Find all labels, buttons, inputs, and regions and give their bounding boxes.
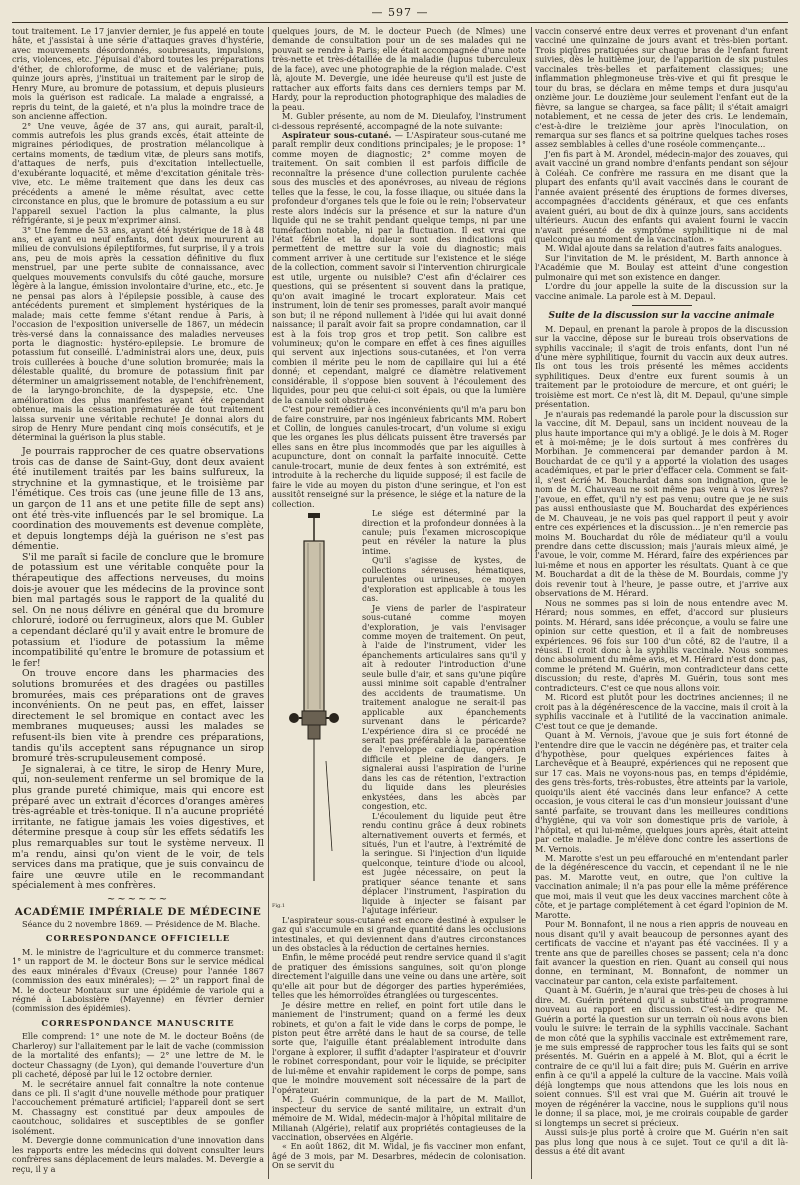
paragraph: L'écoulement du liquide peut être rendu continu grâce à deux robinets alternativement ouverts et fermés, et situés, l'un et l'autre, à l'extrémité de la seringue. Si l'injection d'un liquide quelconque, teinture d'iode ou alcool, est jugée nécessaire, on peut la pratiquer séance tenante et sans déplacer l'instrument, l'aspiration du liquide à injecter se faisant par l'ajutage inférieur. <box>362 810 526 916</box>
paragraph: tout traitement. Le 17 janvier dernier, je fus appelé en toute hâte, et j'assistai à une série d'attaques graves d'hystérie, avec mouvements désordonnés, soubresauts, impulsions, cris, violences, etc. J'épuisai d'abord toutes les préparations d'éther, de chloroforme, de musc et de valériane; puis, quinze jours après, j'instituai un traitement par le sirop de Henry Mure, au bromure de potassium, et depuis plusieurs mois la guérison est radicale. La malade a engraissé, a repris du teint, de la gaieté, et n'a plus la moindre trace de son ancienne affection. <box>12 27 264 122</box>
paragraph: 3° Une femme de 53 ans, ayant été hystérique de 18 à 48 ans, et ayant eu neuf enfants, dont deux moururent au milieu de convulsions épileptiformes, fut surprise, il y a trois ans, peu de mois après la cessation définitive du flux menstruel, par une perte subite de connaissance, avec quelques mouvements convulsifs du côté gauche, morsure légère à la langue, émission involontaire d'urine, etc., etc. Je ne pensai pas alors à l'épilepsie possible, à cause des antécédents purement et simplement hystériques de la malade; mais cette femme s'étant rendue à Paris, à l'occasion de l'exposition universelle de 1867, un médecin très-versé dans la connaissance des maladies nerveuses porta le diagnostic: hystéro-epilepsie. Le bromure de potassium fut conseillé. L'administrai alors une, deux, puis trois cuillerées à bouche d'une solution bromurée; mais la délestable qualité, du bromure de potassium finit par déterminer un amaigrissement notable, de l'enchifrènement, de la laryngo-bronchite, de la dyspepsie, etc. Une amélioration des plus manifestes ayant été cependant obtenue, mais la cessation prématurée de tout traitement laissa survenir une véritable rechute! Je donnai alors du sirop de Henry Mure pendant cinq mois consécutifs, et je déterminai la guérison la plus stable. <box>12 224 264 443</box>
subsection-title: Suite de la discussion sur la vaccine animale <box>548 311 775 322</box>
piston-cap <box>308 513 320 518</box>
paragraph: Quant à M. Vernois, j'avoue que je suis fort étonné de l'entendre dire que le vaccin ne dégénère pas, et traiter cela d'hypothèse, pour quelques expériences faites à Larchevêque et à Beaupré, expériences qui ne reposent que sur 17 cas. Mais ne voyons-nous pas, en temps d'épidémie, des gens très-forts, très-robustes, être atteints par la variole, quoiqu'ils aient été vaccinés dans leur enfance? A cette occasion, je vous citerai le cas d'un monsieur jouissant d'une santé parfaite, se trouvant dans les meilleures conditions d'hygiène, qui va voir son domestique pris de variole, à l'hôpital, et qui lui-même, quelques jours après, était atteint par cette maladie. Je m'élève donc contre les assertions de M. Vernois. <box>535 730 788 854</box>
aspirateur-title: Aspirateur sous-cutané. <box>282 129 392 140</box>
stopcock-right <box>329 713 339 723</box>
paragraph: Pour M. Bonnafont, il ne nous a rien appris de nouveau en nous disant qu'il y avait beaucoup de personnes ayant des certificats de vaccine et n'ayant pas été vaccinées. Il y a trente ans que de pareilles choses se passent; cela n'a donc fait avancer la question en rien. Quant au conseil qui nous donne, en terminant, M. Bonnafont, de nommer un vaccinateur par canton, cela existe parfaitement. <box>535 919 788 986</box>
paragraph: Elle comprend: 1° une note de M. le docteur Boëns (de Charleroy) sur l'allaitement par le lait de vache (commission de la mortalité des enfants); — 2° une lettre de M. le docteur Chassagny (de Lyon), qui demande l'ouverture d'un pli cacheté, déposé par lui le 12 octobre dernier. <box>12 1031 264 1080</box>
column-1 <box>12 27 264 1179</box>
paragraph: S'il me paraît si facile de conclure que le bromure de potassium est une véritable conquête pour la thérapeutique des affections nerveuses, du moins dois-je avouer que les médecins de la province sont bien mal partagés sous le rapport de la qualité du sel. On ne nous délivre en général que du bromure chloruré, iodoré ou ferrugineux, alors que M. Gubler a cependant déclaré qu'il y avait entre le bromure de potassium et l'iodure de potassium la même incompatibilité qu'entre le bromure de potassium et le fer! <box>12 551 264 669</box>
paragraph: M. J. Guérin communique, de la part de M. Maillot, inspecteur du service de santé militaire, un extrait d'un mémoire de M. Widal, médecin-major à l'hôpital militaire de Milianah (Algérie), relatif aux propriétés contagieuses de la vaccination, observées en Algérie. <box>272 1094 526 1143</box>
paragraph: Je signalerai, à ce titre, le sirop de Henry Mure, qui, non-seulement renferme un sel bromique de la plus grande pureté chimique, mais qui encore est préparé avec un extrait d'écorces d'oranges amères très-agréable et très-tonique. Il n'a aucune propriété irritante, ne fatigue jamais les voies digestives, et détermine presque à coup sûr les effets sédatifs les plus remarquables sur tout le système nerveux. Il m'a rendu, ainsi qu'on vient de le voir, de tels services dans ma pratique, que je suis convaincu de faire une œuvre utile en le recommandant spécialement à mes confrères. <box>12 763 264 892</box>
paragraph: Je pourrais rapprocher de ces quatre observations trois cas de danse de Saint-Guy, dont deux avaient été inutilement traités par les bains sulfureux, la strychnine et la gymnastique, et le troisième par l'émétique. Ces trois cas (une jeune fille de 13 ans, un garçon de 11 ans et une petite fille de sept ans) ont été très-vite influencés par le sel bromique. La coordination des mouvements est devenue complète, et depuis longtemps déjà la guérison ne s'est pas démentie. <box>12 445 264 553</box>
paragraph: L'aspirateur sous-cutané est encore destiné à expulser le gaz qui s'accumule en si grande quantité dans les occlusions intestinales, et qui deviennent dans d'autres circonstances un des obstacles à la réduction de certaines hernies. <box>272 914 526 953</box>
subsection-title: CORRESPONDANCE MANUSCRITE <box>41 1018 235 1029</box>
header-rule <box>12 22 788 23</box>
paragraph: Je n'aurais pas redemandé la parole pour la discussion sur la vaccine, dit M. Depaul, sans un incident nouveau de la plus haute importance qui m'y a obligé. Je le dois à M. Roger et à moi-même; je le dois surtout à mes confrères du Morbihan. Je commencerai par demander pardon à M. Bouchardat de ce qu'il y a apporté la violation des usages académiques, et par le prier d'effacer cela. Comment se fait-il, s'est écrié M. Bouchardat dans son indignation, que le nom de M. Chauveau ne soit même pas venu à vos lèvres? J'avoue, en effet, qu'il n'y est pas venu; outre que je ne suis pas aussi enthousiaste que M. Bouchardat des expériences de M. Chauveau, je ne vois pas quel rapport il peut y avoir entre ces expériences et la discussion... je n'en remercie pas moins M. Bouchardat du rôle de médiateur qu'il a voulu prendre dans cette discussion; mais j'aurais mieux aimé, je l'avoue, le voir, comme M. Hérard, faire des expériences par lui-même et nous en apporter les résultats. Quant à ce que M. Bouchardat a dit de la thèse de M. Bourdais, comme j'y dois revenir tout à l'heure, je passe outre, et j'arrive aux observations de M. Hérard. <box>535 408 788 599</box>
ornament-divider: ~~~~~~ <box>106 893 170 905</box>
page-number: — 597 — <box>371 6 429 19</box>
paragraph: Qu'il s'agisse de kystes, de collections séreuses, hématiques, purulentes ou urineuses, ce moyen d'exploration est applicable à tous les cas. <box>362 555 526 604</box>
column-2 <box>272 27 526 1179</box>
paragraph: Aussi suis-je plus porté à croire que M. Guérin n'en sait pas plus long que nous à ce sujet. Tout ce qu'il a dit là-dessus a été dit avant <box>535 1127 788 1157</box>
paragraph: quelques jours, de M. le docteur Puech (de Nîmes) une demande de consultation pour un de ses malades qui ne pouvait se rendre à Paris; elle était accompagnée d'une note très-nette et très-détaillée de la maladie (lupus tuberculeux de la face), avec une photographie de la région malade. C'est là, ajoute M. Devergie, une idée heureuse qu'il est juste de rattacher aux efforts faits dans ces derniers temps par M. Hardy, pour la reproduction photographique des maladies de la peau. <box>272 27 526 112</box>
paragraph: Je viens de parler de l'aspirateur sous-cutané comme moyen d'exploration, je vais l'envisager comme moyen de traitement. On peut, à l'aide de l'instrument, vider les épanchements articulaires sans qu'il y ait à redouter l'introduction d'une seule bulle d'air, et sans qu'une piqûre aussi minime soit capable d'entraîner des accidents de traumatisme. Un traitement analogue ne serait-il pas applicable aux épanchements survenant dans le péricarde? L'expérience dira si ce procédé ne serait pas préférable à la paracentèse de l'enveloppe cardiaque, opération difficile et pleine de dangers. Je signalerai aussi l'aspiration de l'urine dans les cas de rétention, l'extraction du liquide dans les pleurésies enkystées, dans les abcès par congestion, etc. <box>362 602 526 812</box>
syringe-illustration <box>272 511 356 911</box>
paragraph: Je désire mettre en relief, en point fort utile dans le maniement de l'instrument; quand on a fermé les deux robinets, et qu'on a fait le vide dans le corps de pompe, le piston peut être arrêté dans le haut de sa course, de telle sorte que, l'aiguille étant préalablement introduite dans l'organe à explorer, il suffit d'adapter l'aspirateur et d'ouvrir le robinet correspondant, pour voir le liquide, se précipiter de lui-même et envahir rapidement le corps de pompe, sans que le moindre mouvement soit nécessaire de la part de l'opérateur. <box>272 999 526 1095</box>
column-separator <box>268 27 269 1179</box>
stopcock-left <box>289 713 299 723</box>
aspirator-figure <box>272 511 356 911</box>
valve-body <box>302 711 326 725</box>
divider-rule <box>632 305 692 306</box>
paragraph: M. Devergie donne communication d'une innovation dans les rapports entre les médecins qui doivent consulter leurs confrères sans déplacement de leurs malades. M. Devergie a reçu, il y a <box>12 1135 264 1174</box>
paragraph: Nous ne sommes pas si loin de nous entendre avec M. Hérard; nous sommes, en effet, d'accord sur plusieurs points. M. Hérard, sans idée préconçue, a voulu se faire une opinion sur cette question, et il a fait de nombreuses expériences. 96 fois sur 100 d'un côté, 82 de l'autre, il a réussi. Il croit donc à la syphilis vaccinale. Nous sommes donc absolument du même avis, et M. Hérard n'est donc pas, comme le prétend M. Guérin, mon contradicteur dans cette discussion; du reste, d'après M. Guérin, tous sont mes contradicteurs. C'est ce que nous allons voir. <box>535 597 788 693</box>
paragraph: M. Widal ajoute dans sa relation d'autres faits analogues. <box>545 243 783 254</box>
paragraph: Enfin, le même procédé peut rendre service quand il s'agit de pratiquer des émissions sanguines, soit qu'on plonge directement l'aiguille dans une veine ou dans une artère, soit qu'elle ait pour but de dégorger des parties hyperémiées, telles que les hémorroïdes étranglées ou turgescentes. <box>272 952 526 1001</box>
paragraph: M. Gubler présente, au nom de M. Dieulafoy, l'instrument ci-dessous représenté, accompagné de la note suivante: <box>272 111 526 131</box>
spare-needle <box>326 761 332 851</box>
para-text: C'est pour remédier à ces inconvénients qu'il m'a paru bon de faire construire, par nos ingénieux fabricants MM. Robert et Collin, de longues canules-trocart, d'un volume si exigu que les organes les plus délicats puissent être traversés par elles sans en être plus incommodés que par les aiguilles à acupuncture, dont on connaît la parfaite innocuité. Cette canule-trocart, munie de deux fentes à son extrémité, est introduite à la recherche du liquide supposé; il est facile de faire le vide au moyen du piston d'une seringue, et l'on est aussitôt renseigné sur la présence, le siége et la nature de la collection. <box>272 404 526 509</box>
column-separator <box>531 27 532 1179</box>
paragraph: 2° Une veuve, âgée de 37 ans, qui aurait, paraît-il, commis autrefois les plus grands excès, était atteinte de migraines périodiques, de prostration mélancolique à certains moments, de tædium vitæ, de pleurs sans motifs, d'attaques de nerfs, puis d'excitation intellectuelle, d'exubérante loquacité, et même d'excitation génitale très-vive, etc. Le même traitement que dans les deux cas précédents a amené le même résultat, avec cette circonstance en plus, que le bromure de potassium a eu sur l'appareil sexuel l'action la plus calmante, la plus réfrigérante, si je peux m'exprimer ainsi. <box>12 120 264 226</box>
syringe-barrel <box>304 541 324 711</box>
section-title: ACADÉMIE IMPÉRIALE DE MÉDECINE <box>14 906 262 919</box>
paragraph: J'en fis part à M. Arondel, médecin-major des zouaves, qui avait vacciné un grand nombre d'enfants pendant son séjour à Coléah. Ce confrère me rassura en me disant que la plupart des enfants qu'il avait vaccinés dans le courant de l'année avaient présenté des éruptions de formes diverses, accompagnées d'accidents généraux, et que ces enfants avaient guéri, au bout de dix à quinze jours, sans accidents ultérieurs. Aucun des enfants qui avaient fourni le vaccin n'avait présenté de symptôme syphilitique ni de mal quelconque au moment de la vaccination. » <box>535 148 788 244</box>
paragraph: Quant à M. Guérin, je n'aurai que très-peu de choses à lui dire. M. Guérin prétend qu'il a substitué un programme nouveau au rapport en discussion. C'est-à-dire que M. Guérin a porté la question sur un terrain où nous avons bien voulu le suivre: le terrain de la syphilis vaccinale. Sachant de mon côté que la syphilis vaccinale est extrêmement rare, je me suis empressé de rapprocher tous les faits qui se sont présentés. M. Guérin en a appelé à M. Blot, qui a écrit le contraire de ce qu'il lui a fait dire; puis M. Guérin en arrive enfin à ce qu'il a appelé la culture de la vaccine. Mais voilà déjà longtemps que nous attendons que les lois nous en soient connues. S'il est vrai que M. Guérin ait trouvé le moyen de régénérer la vaccine, nous le supplions qu'il nous le donne; il sa place, moi, je me croirais coupable de garder si longtemps un secret si précieux. <box>535 985 788 1128</box>
aspirateur-text: L'Aspirateur sous-cutané me paraît remplir deux conditions principales; je le propose: 1° comme moyen de diagnostic; 2° comme moyen de traitement. On sait combien il est parfois difficile de reconnaître la présence d'une collection purulente cachée sous des muscles et des aponévroses, au niveau de régions telles que la fesse, le cou, la fosse iliaque, ou située dans la profondeur d'organes tels que le foie ou le rein; l'observateur reste alors indécis sur la présence et sur la nature d'un liquide qui ne se trahit pendant quelque temps, ni par une tuméfaction notable, ni par la fluctuation. Il est vrai que l'état fébrile et la douleur sont des indications qui permettent de mettre sur la voie du diagnostic; mais comment arriver à une certitude sur l'existence et le siége de la collection, comment savoir si l'intervention chirurgicale est utile, urgente ou nuisible? C'est afin d'éclairer ces questions, qui se présentent si souvent dans la pratique, qu'on avait imaginé le trocart explorateur. Mais cet instrument, loin de tenir ses promesses, paraît avoir manqué son but; il ne répond nullement à l'idée qui lui avait donné naissance; il paraît avoir fait sa propre condamnation, car il est à la fois trop gros et trop petit. Son calibre est volumineux; qu'on le compare en effet à ces fines aiguilles qui servent aux injections sous-cutanées, et l'on verra combien il mérite peu le nom de capillaire qui lui a été donné; et cependant, malgré ce diamètre relativement considérable, il s'oppose bien souvent à l'écoulement des liquides, pour peu que celui-ci soit épais, ou que la lumière de la canule soit obstruée. <box>272 129 526 405</box>
paragraph: On trouve encore dans les pharmacies des solutions bromurées et des dragées ou pastilles bromurées, mais ces préparations ont de graves inconvénients. On ne peut pas, en effet, laisser directement le sel bromique en contact avec les membranes muqueuses; aussi les malades se refusent-ils bien vite à prendre ces préparations, tandis qu'ils acceptent sans répugnance un sirop bromuré très-scrupuleusement composé. <box>12 668 264 765</box>
paragraph: vaccin conservé entre deux verres et provenant d'un enfant vacciné une quinzaine de jours avant et très-bien portant. Trois piqûres pratiquées sur chaque bras de l'enfant furent suivies, dès le huitième jour, de l'apparition de six pustules vaccinales très-belles et parfaitement classiques; une inflammation phlegmoneuse très-vive et qui fit presque le tour du bras, se déclara en même temps et dura jusqu'au onzième jour. Le douzième jour seulement l'enfant eut de la fièvre, sa langue se chargea, sa face pâlit; il s'était amaigri notablement, et ne cessa de jeter des cris. Le lendemain, c'est-à-dire le treizième jour après l'inoculation, on remarqua sur ses flancs et sa poitrine quelques taches roses assez semblables à celles d'une roséole commençante... <box>535 27 788 150</box>
paragraph: « En août 1862, dit M. Widal, je fis vacciner mon enfant, âgé de 3 mois, par M. Desarbres, médecin de colonisation. On se servit du <box>272 1141 526 1171</box>
paragraph: Sur l'invitation de M. le président, M. Barth annonce à l'Académie que M. Boulay est atteint d'une congestion pulmonaire qui met son existence en danger. <box>535 252 788 282</box>
paragraph <box>272 405 526 509</box>
paragraph: L'ordre du jour appelle la suite de la discussion sur la vaccine animale. La parole est à M. Depaul. <box>535 281 788 301</box>
paragraph: Le siége est déterminé par la direction et la profondeur données à la canule; puis l'examen microscopique peut en révéler la nature la plus intime. <box>362 508 526 556</box>
paragraph: M. Ricord est plutôt pour les doctrines anciennes; il ne croit pas à la dégénérescence de la vaccine, mais il croit à la syphilis vaccinale et à l'utilité de la vaccination animale. C'est tout ce que je demande. <box>535 692 788 731</box>
large-print-section <box>12 447 264 892</box>
subsection-title: CORRESPONDANCE OFFICIELLE <box>45 934 231 945</box>
paragraph: M. Depaul, en prenant la parole à propos de la discussion sur la vaccine, dépose sur le bureau trois observations de syphilis vaccinale; il s'agit de trois enfants, dont l'un né d'une mère syphilitique, fournit du vaccin aux deux autres. Ils ont tous les trois présenté les mêmes accidents syphilitiques. Deux d'entre eux furent soumis à un traitement par le protoiodure de mercure, et ont guéri; le troisième est mort. Ce n'est là, dit M. Depaul, qu'une simple présentation. <box>535 323 788 410</box>
paragraph: M. Marotte s'est un peu effarouché en m'entendant parler de la dégénérescence du vaccin, et cependant il ne le nie pas. M. Marotte veut, en outre, que l'on cultive la vaccination animale; il n'a pas pour elle la même préférence que moi, mais il veut que les deux vaccines marchent côte à côte, et je partage complétement à cet égard l'opinion de M. Marotte. <box>535 852 788 920</box>
nozzle <box>308 725 320 739</box>
seance-line: Séance du 2 novembre 1869. — Présidence de M. Blache. <box>22 918 261 929</box>
column-3 <box>535 27 788 1179</box>
paragraph: Aspirateur sous-cutané. — L'Aspirateur sous-cutané me paraît remplir deux conditions principales; je le propose: 1° comme moyen de diagnostic; 2° comme moyen de traitement. On sait combien il est parfois difficile de reconnaître la présence d'une collection purulente cachée sous des muscles et des aponévroses, au niveau de régions telles que la fesse, le cou, la fosse iliaque, ou située dans la profondeur d'organes tels que le foie ou le rein; l'observateur reste alors indécis sur la présence et sur la nature d'un liquide qui ne se trahit pendant quelque temps, ni par une tuméfaction notable, ni par la fluctuation. Il est vrai que l'état fébrile et la douleur sont des indications qui permettent de mettre sur la voie du diagnostic; mais comment arriver à une certitude sur l'existence et le siége de la collection, comment savoir si l'intervention chirurgicale est utile, urgente ou nuisible? C'est afin d'éclairer ces questions, qui se présentent si souvent dans la pratique, qu'on avait imaginé le trocart explorateur. Mais cet instrument, loin de tenir ses promesses, paraît avoir manqué son but; il ne répond nullement à l'idée qui lui avait donné naissance; il paraît avoir fait sa propre condamnation, car il est à la fois trop gros et trop petit. Son calibre est volumineux; qu'on le compare en effet à ces fines aiguilles qui servent aux injections sous-cutanées, et l'on verra combien il mérite peu le nom de capillaire qui lui a été donné; et cependant, malgré ce diamètre relativement considérable, il s'oppose bien souvent à l'écoulement des liquides, pour peu que celui-ci soit épais, ou que la lumière de la canule soit obstruée. <box>272 129 526 405</box>
paragraph: M. le ministre de l'agriculture et du commerce transmet: 1° un rapport de M. le docteur Bons sur le service médical des eaux minérales d'Évaux (Creuse) pour l'année 1867 (commission des eaux minérales); — 2° un rapport final de M. le docteur Montaux sur une épidémie de variole qui a régné à Laboissière (Mayenne) en février dernier (commission des épidémies). <box>12 946 264 1014</box>
paragraph: M. le secrétaire annuel fait connaître la note contenue dans ce pli. Il s'agit d'une nouvelle méthode pour pratiquer l'accouchement prématuré artificiel; l'appareil dont se sert M. Chassagny est constitué par deux ampoules de caoutchouc, solidaires et susceptibles de se gonfler isolément. <box>12 1078 264 1136</box>
figure-caption: Fig.1 <box>272 902 286 909</box>
